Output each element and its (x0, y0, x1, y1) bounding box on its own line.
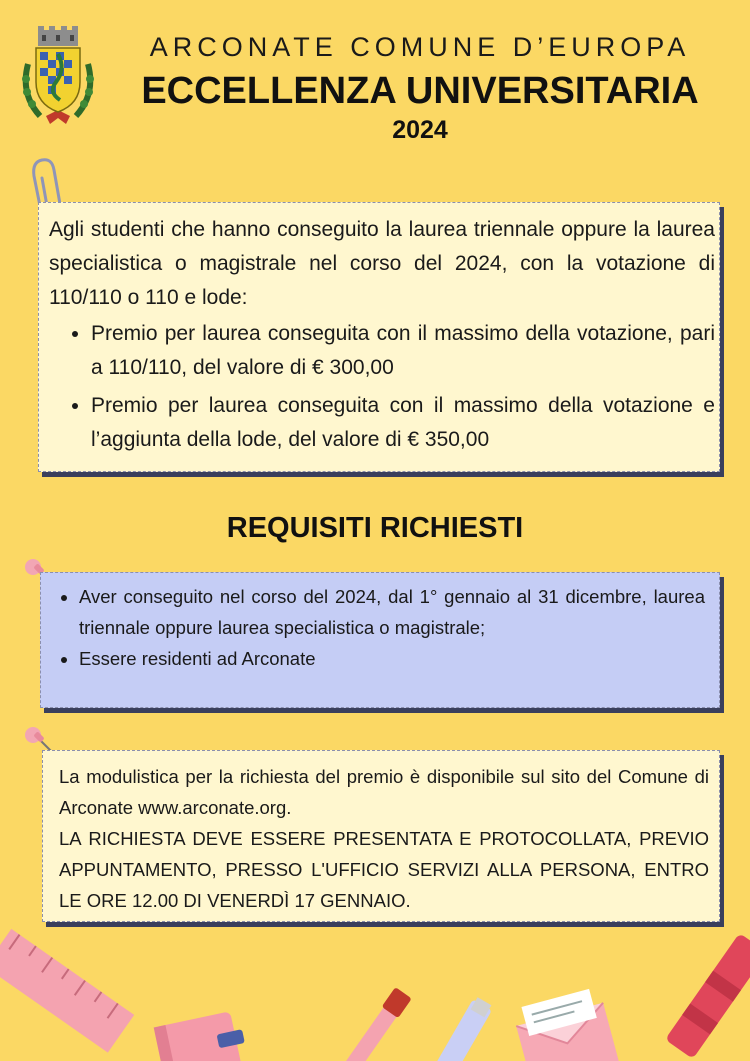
page-title: ECCELLENZA UNIVERSITARIA (141, 70, 699, 112)
stationery-decoration (0, 920, 750, 1061)
info-text: La modulistica per la richiesta del premio è disponibile sul sito del Comune di Arconate www.arconate.org. (59, 766, 709, 818)
intro-text: Agli studenti che hanno conseguito la laurea triennale oppure la laurea specialistica o magistrale nel corso del 2024, con la votazione di 110/110 o 110 e lode: (49, 218, 715, 309)
info-card (42, 750, 720, 922)
requirements-card (40, 572, 720, 708)
prize-list (77, 317, 715, 457)
requirement-item-residence: • Essere residenti ad Arconate (79, 643, 705, 674)
prize-item-350: • Premio per laurea conseguita con il massimo della votazione e l’aggiunta della lode, del valore di € 350,00 (91, 389, 715, 457)
prize-item-300: • Premio per laurea conseguita con il massimo della votazione, pari a 110/110, del valore di € 300,00 (91, 317, 715, 385)
header-year: 2024 (392, 116, 448, 144)
intro-card (38, 202, 720, 472)
requirements-title: REQUISITI RICHIESTI (226, 512, 524, 544)
header-subtitle: ARCONATE COMUNE D’EUROPA (149, 32, 691, 62)
requirement-item-graduation: • Aver conseguito nel corso del 2024, dal 1° gennaio al 31 dicembre, laurea triennale oppure laurea specialistica o magistrale; (79, 581, 705, 643)
municipal-crest-icon (18, 24, 98, 126)
info-deadline-text: LA RICHIESTA DEVE ESSERE PRESENTATA E PROTOCOLLATA, PREVIO APPUNTAMENTO, PRESSO L'UFFICIO SERVIZI ALLA PERSONA, ENTRO LE ORE 12.00 DI VENERDÌ 17 GENNAIO. (59, 828, 709, 911)
requirements-list (65, 581, 705, 674)
